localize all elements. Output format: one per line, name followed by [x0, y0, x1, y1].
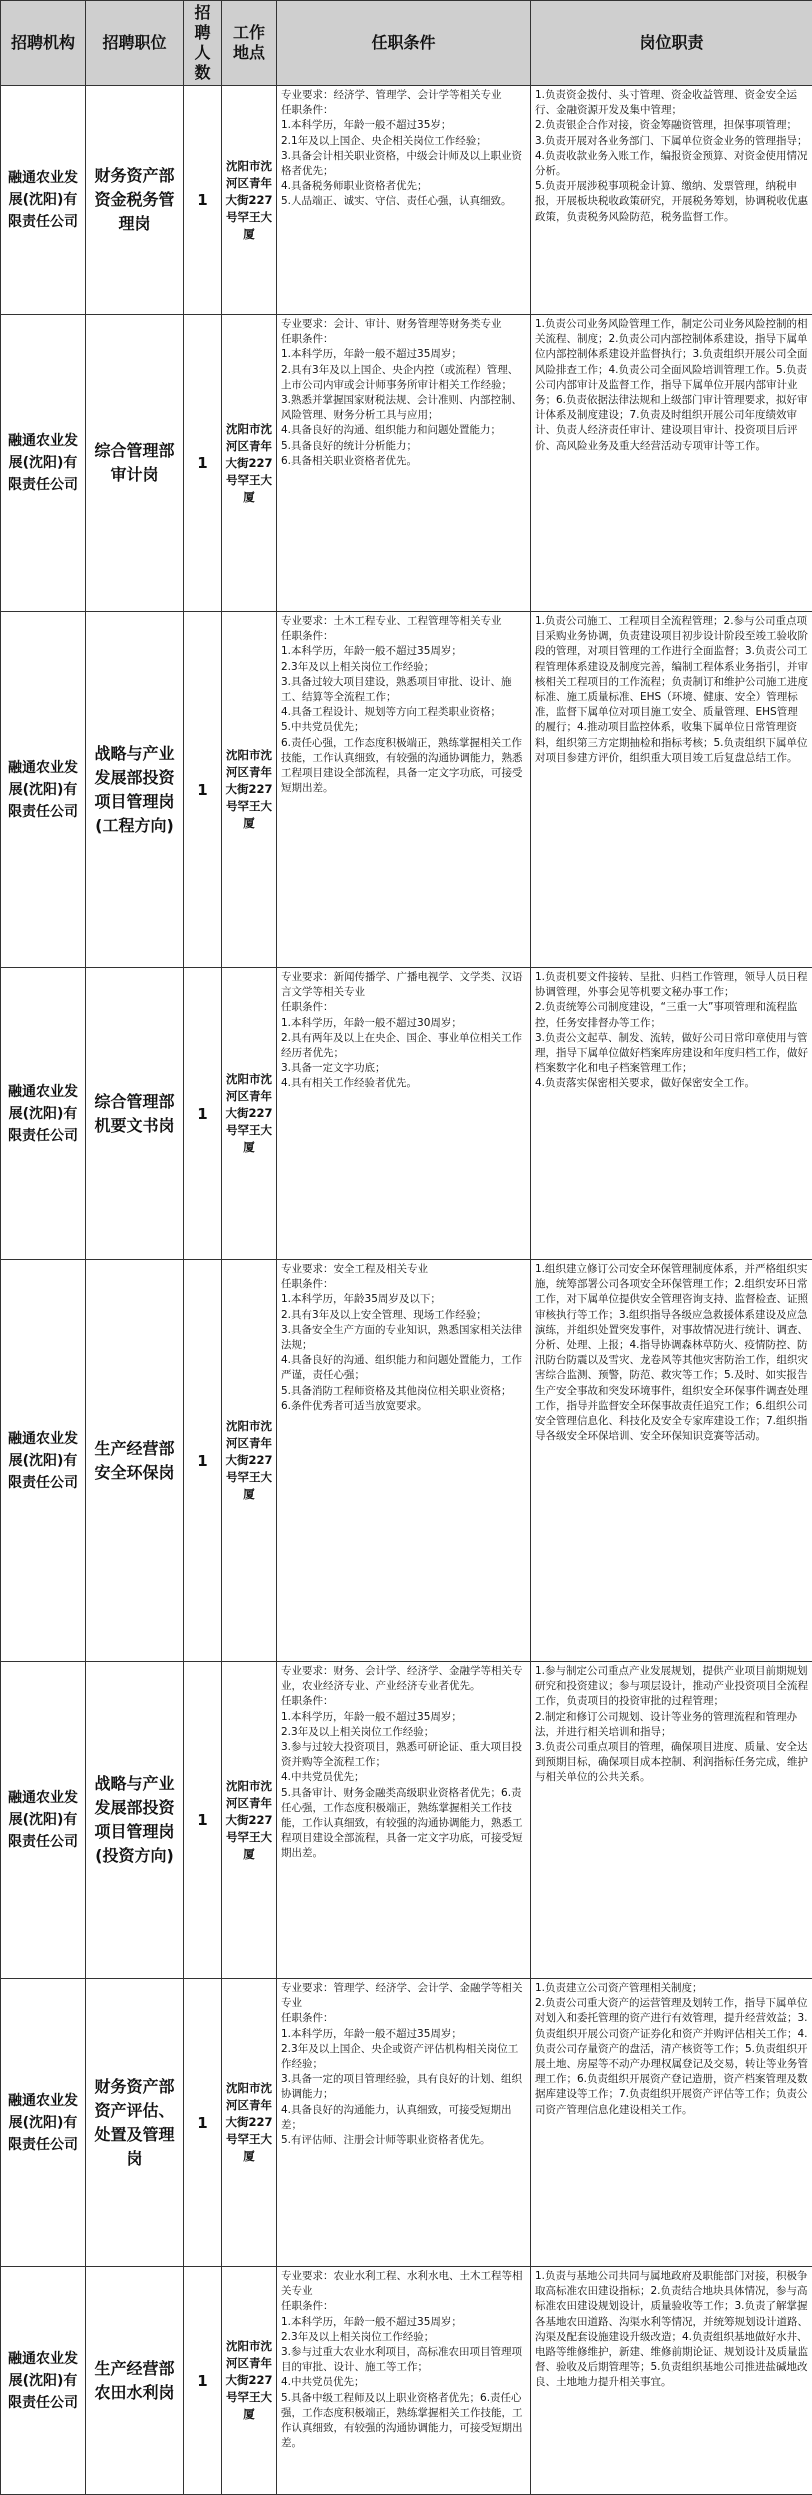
- duty-line: 3.负责开展对各业务部门、下属单位资金业务的管理指导；: [535, 134, 808, 149]
- requirement-line: 1.本科学历，年龄一般不超过30周岁；: [281, 1016, 526, 1031]
- requirement-line: 3.具备一定的项目管理经验，具有良好的计划、组织协调能力；: [281, 2072, 526, 2102]
- requirement-line: 2.3年及以上相关岗位工作经验；: [281, 2330, 526, 2345]
- requirement-line: 4.中共党员优先；: [281, 1770, 526, 1785]
- requirement-line: 专业要求：会计、审计、财务管理等财务类专业: [281, 317, 526, 332]
- requirement-line: 任职条件：: [281, 332, 526, 347]
- location-cell: 沈阳市沈河区青年大街227号罕王大厦: [222, 86, 277, 315]
- org-cell: 融通农业发展(沈阳)有限责任公司: [1, 315, 86, 612]
- requirement-line: 专业要求：土木工程专业、工程管理等相关专业: [281, 614, 526, 629]
- table-row: [1, 86, 812, 315]
- requirement-line: 6.责任心强，工作态度积极端正，熟练掌握相关工作技能，工作认真细致，有较强的沟通协调能力，熟悉工程项目建设全部流程，具备一定文字功底，可接受短期出差。: [281, 736, 526, 797]
- requirement-line: 任职条件：: [281, 629, 526, 644]
- duty-line: 1.参与制定公司重点产业发展规划，提供产业项目前期规划研究和投资建议；参与项层设计，推动产业投资项目全流程工作，负责项目的投资审批的过程管理；: [535, 1664, 808, 1710]
- requirement-line: 2.3年及以上相关岗位工作经验；: [281, 660, 526, 675]
- location-cell: 沈阳市沈河区青年大街227号罕王大厦: [222, 315, 277, 612]
- org-cell: 融通农业发展(沈阳)有限责任公司: [1, 1260, 86, 1662]
- org-cell: 融通农业发展(沈阳)有限责任公司: [1, 2267, 86, 2495]
- requirement-line: 1.本科学历，年龄一般不超过35周岁；: [281, 1710, 526, 1725]
- requirement-line: 6.条件优秀者可适当放宽要求。: [281, 1399, 526, 1414]
- position-cell: 综合管理部机要文书岗: [86, 968, 184, 1260]
- duties-cell: [531, 1260, 812, 1662]
- position-cell: 综合管理部审计岗: [86, 315, 184, 612]
- duties-cell: [531, 2267, 812, 2495]
- table-row: [1, 1979, 812, 2267]
- requirement-line: 专业要求：管理学、经济学、会计学、金融学等相关专业: [281, 1981, 526, 2011]
- duty-line: 1.负责公司施工、工程项目全流程管理；2.参与公司重点项目采购业务协调，负责建设项目初步设计阶段至竣工验收阶段的管理，对项目管理的工作进行全面监督；3.负责公司工程管理体系建设及制度完善，编制工程体系业务指引，并审核相关工程项目的工作流程；负责制订和维护公司施工进度标准、施工质量标准、EHS（环境、健康、安全）管理标准，监督下属单位对项目施工安全、质量管理、EHS管理的履行；4.推动项目监控体系，收集下属单位日常管理资料，组织第三方定期抽检和指标考核；5.负责组织下属单位对项目参建方评价，组织重大项目竣工后复盘总结工作。: [535, 614, 808, 766]
- requirements-cell: [277, 86, 531, 315]
- requirement-line: 任职条件：: [281, 2011, 526, 2026]
- location-cell: 沈阳市沈河区青年大街227号罕王大厦: [222, 2267, 277, 2495]
- duty-line: 1.负责机要文件接转、呈批、归档工作管理，领导人员日程协调管理，外事会见等机要文秘办事工作；: [535, 970, 808, 1000]
- header-duties: 岗位职责: [531, 1, 812, 86]
- requirement-line: 4.具备良好的沟通、组织能力和问题处置能力，工作严谨，责任心强；: [281, 1353, 526, 1383]
- requirement-line: 4.中共党员优先；: [281, 2375, 526, 2390]
- header-org: 招聘机构: [1, 1, 86, 86]
- requirement-line: 5.有评估师、注册会计师等职业资格者优先。: [281, 2133, 526, 2148]
- requirement-line: 专业要求：农业水利工程、水利水电、土木工程等相关专业: [281, 2269, 526, 2299]
- count-cell: 1: [184, 1260, 222, 1662]
- requirement-line: 2.具有两年及以上在央企、国企、事业单位相关工作经历者优先；: [281, 1031, 526, 1061]
- requirement-line: 1.本科学历，年龄一般不超过35岁；: [281, 118, 526, 133]
- duty-line: 4.负责落实保密相关要求，做好保密安全工作。: [535, 1076, 808, 1091]
- requirement-line: 5.具备中级工程师及以上职业资格者优先；6.责任心强，工作态度积极端正，熟练掌握相关工作技能，工作认真细致，有较强的沟通协调能力，可接受短期出差。: [281, 2391, 526, 2452]
- duty-line: 1.负责资金拨付、头寸管理、资金收益管理、资金安全运行、金融资源开发及集中管理；: [535, 88, 808, 118]
- requirement-line: 任职条件：: [281, 1000, 526, 1015]
- count-cell: 1: [184, 315, 222, 612]
- requirement-line: 4.具备工程设计、规划等方向工程类职业资格；: [281, 705, 526, 720]
- table-row: [1, 612, 812, 968]
- requirement-line: 1.本科学历，年龄一般不超过35周岁；: [281, 2027, 526, 2042]
- requirement-line: 专业要求：经济学、管理学、会计学等相关专业: [281, 88, 526, 103]
- requirement-line: 专业要求：新闻传播学、广播电视学、文学类、汉语言文学等相关专业: [281, 970, 526, 1000]
- location-cell: 沈阳市沈河区青年大街227号罕王大厦: [222, 968, 277, 1260]
- requirement-line: 1.本科学历，年龄一般不超过35周岁；: [281, 644, 526, 659]
- duty-line: 1.负责建立公司资产管理相关制度；: [535, 1981, 808, 1996]
- org-cell: 融通农业发展(沈阳)有限责任公司: [1, 1662, 86, 1979]
- requirement-line: 1.本科学历，年龄35周岁及以下；: [281, 1292, 526, 1307]
- requirement-line: 5.具备审计、财务金融类高级职业资格者优先；6.责任心强，工作态度积极端正，熟练掌握相关工作技能，工作认真细致，有较强的沟通协调能力，熟悉工程项目建设全部流程，具备一定文字功底，可接受短期出差。: [281, 1786, 526, 1862]
- requirement-line: 任职条件：: [281, 2299, 526, 2314]
- duties-cell: [531, 968, 812, 1260]
- count-cell: 1: [184, 612, 222, 968]
- duty-line: 1.组织建立修订公司安全环保管理制度体系，并严格组织实施，统筹部署公司各项安全环保管理工作；2.组织安环日常工作，对下属单位提供安全管理咨询支持、监督检查、证照审核执行等工作；3.组织指导各级应急救援体系建设及应急演练，并组织处置突发事件，对事故情况进行统计、调查、分析、处理、上报；4.指导协调森林草防火、疫情防控、防汛防台防震以及雪灾、龙卷风等其他灾害防治工作，组织灾害综合监测、预警，防范、救灾等工作；5.及时、如实报告生产安全事故和突发环境事件，组织安全环保事件调查处理工作，指导并监督安全环保事故责任追究工作；6.组织公司安全管理信息化、科技化及安全专家库建设工作；7.组织指导各级安全环保培训、安全环保知识竞赛等活动。: [535, 1262, 808, 1444]
- requirements-cell: [277, 1260, 531, 1662]
- position-cell: 战略与产业发展部投资项目管理岗(工程方向): [86, 612, 184, 968]
- header-position: 招聘职位: [86, 1, 184, 86]
- count-cell: 1: [184, 968, 222, 1260]
- requirement-line: 4.具备良好的沟通能力，认真细致，可接受短期出差；: [281, 2103, 526, 2133]
- duties-cell: [531, 86, 812, 315]
- duty-line: 5.负责开展涉税事项税金计算、缴纳、发票管理，纳税申报，开展板块税收政策研究，开展税务筹划，协调税收优惠政策，负责税务风险防范，税务监督工作。: [535, 179, 808, 225]
- count-cell: 1: [184, 1662, 222, 1979]
- requirement-line: 任职条件：: [281, 1277, 526, 1292]
- requirement-line: 4.具备税务师职业资格者优先；: [281, 179, 526, 194]
- duty-line: 1.负责与基地公司共同与属地政府及职能部门对接，积极争取高标准农田建设指标；2.负责结合地块具体情况，参与高标准农田建设规划设计，质量验收等工作；3.负责了解掌握各基地农田道路、沟渠水利等情况，并统筹规划设计道路、沟渠及配套设施建设升级改造；4.负责组织基地做好水井、电路等维修维护，新建、维修前期论证、规划设计及质量监督、验收及后期管理等；5.负责组织基地公司推进盐碱地改良、土地地力提升相关事宜。: [535, 2269, 808, 2391]
- table-row: [1, 315, 812, 612]
- requirement-line: 5.中共党员优先；: [281, 720, 526, 735]
- requirements-cell: [277, 1662, 531, 1979]
- duty-line: 3.负责公司重点项目的管理，确保项目进度、质量、安全达到预期目标，确保项目成本控制、利润指标任务完成，维护与相关单位的公共关系。: [535, 1740, 808, 1786]
- duty-line: 1.负责公司业务风险管理工作，制定公司业务风险控制的相关流程、制度；2.负责公司内部控制体系建设，指导下属单位内部控制体系建设并监督执行；3.负责组织开展公司全面风险排查工作；4.负责公司全面风险培训管理工作。5.负责公司内部审计及监督工作，指导下属单位开展内部审计业务；6.负责依据法律法规和上级部门审计管理要求，拟好审计体系及制度建设；7.负责及时组织开展公司年度绩效审计、负责人经济责任审计、建设项目审计、投资项目后评价、高风险业务及重大经营活动专项审计等工作。: [535, 317, 808, 454]
- location-cell: 沈阳市沈河区青年大街227号罕王大厦: [222, 612, 277, 968]
- requirement-line: 3.具备一定文字功底；: [281, 1061, 526, 1076]
- duty-line: 2.负责公司重大资产的运营管理及划转工作，指导下属单位对划入和委托管理的资产进行有效管理，提升经营效益；3.负责组织开展公司资产证券化和资产并购评估相关工作；4.负责公司存量资产的盘活，清产核资等工作；5.负责组织开展土地、房屋等不动产办理权属登记及交易，转让等业务管理工作；6.负责组织开展资产登记造册，资产档案管理及数据库建设等工作；7.负责组织开展资产评估等工作；负责公司资产管理信息化建设相关工作。: [535, 1996, 808, 2118]
- requirements-cell: [277, 968, 531, 1260]
- location-cell: 沈阳市沈河区青年大街227号罕王大厦: [222, 1260, 277, 1662]
- location-cell: 沈阳市沈河区青年大街227号罕王大厦: [222, 1662, 277, 1979]
- requirement-line: 3.具备会计相关职业资格，中级会计师及以上职业资格者优先；: [281, 149, 526, 179]
- duties-cell: [531, 1662, 812, 1979]
- table-row: [1, 2267, 812, 2495]
- duties-cell: [531, 612, 812, 968]
- requirement-line: 2.3年及以上相关岗位工作经验；: [281, 1725, 526, 1740]
- position-cell: 财务资产部资产评估、处置及管理岗: [86, 1979, 184, 2267]
- table-row: [1, 968, 812, 1260]
- position-cell: 财务资产部资金税务管理岗: [86, 86, 184, 315]
- header-location: 工作地点: [222, 1, 277, 86]
- header-requirements: 任职条件: [277, 1, 531, 86]
- org-cell: 融通农业发展(沈阳)有限责任公司: [1, 968, 86, 1260]
- count-cell: 1: [184, 1979, 222, 2267]
- org-cell: 融通农业发展(沈阳)有限责任公司: [1, 86, 86, 315]
- requirement-line: 4.具备良好的沟通、组织能力和问题处置能力；: [281, 423, 526, 438]
- requirement-line: 2.具有3年及以上国企、央企内控（或流程）管理、上市公司内审或会计师事务所审计相关工作经验；: [281, 363, 526, 393]
- requirements-cell: [277, 612, 531, 968]
- requirement-line: 专业要求：安全工程及相关专业: [281, 1262, 526, 1277]
- requirement-line: 任职条件：: [281, 103, 526, 118]
- location-cell: 沈阳市沈河区青年大街227号罕王大厦: [222, 1979, 277, 2267]
- position-cell: 生产经营部安全环保岗: [86, 1260, 184, 1662]
- duty-line: 2.制定和修订公司规划、设计等业务的管理流程和管理办法，并进行相关培训和指导；: [535, 1710, 808, 1740]
- requirement-line: 1.本科学历，年龄一般不超过35周岁；: [281, 347, 526, 362]
- position-cell: 战略与产业发展部投资项目管理岗(投资方向): [86, 1662, 184, 1979]
- duty-line: 4.负责收款业务入账工作，编报资金预算、对资金使用情况分析。: [535, 149, 808, 179]
- requirement-line: 3.参与过较大投资项目，熟悉可研论证、重大项目投资并购等全流程工作；: [281, 1740, 526, 1770]
- requirement-line: 任职条件：: [281, 1694, 526, 1709]
- requirement-line: 6.具备相关职业资格者优先。: [281, 454, 526, 469]
- table-body: [1, 86, 812, 2495]
- position-cell: 生产经营部农田水利岗: [86, 2267, 184, 2495]
- requirement-line: 2.3年及以上国企、央企或资产评估机构相关岗位工作经验；: [281, 2042, 526, 2072]
- duty-line: 2.负责统筹公司制度建设，“三重一大”事项管理和流程监控，任务安排督办等工作；: [535, 1000, 808, 1030]
- requirement-line: 2.1年及以上国企、央企相关岗位工作经验；: [281, 134, 526, 149]
- org-cell: 融通农业发展(沈阳)有限责任公司: [1, 1979, 86, 2267]
- requirement-line: 1.本科学历，年龄一般不超过35周岁；: [281, 2315, 526, 2330]
- requirement-line: 5.人品端正、诚实、守信、责任心强，认真细致。: [281, 194, 526, 209]
- count-cell: 1: [184, 86, 222, 315]
- requirement-line: 专业要求：财务、会计学、经济学、金融学等相关专业，农业经济专业、产业经济专业者优先。: [281, 1664, 526, 1694]
- table-row: [1, 1260, 812, 1662]
- requirement-line: 5.具备消防工程师资格及其他岗位相关职业资格；: [281, 1384, 526, 1399]
- duties-cell: [531, 315, 812, 612]
- requirements-cell: [277, 315, 531, 612]
- requirement-line: 3.熟悉并掌握国家财税法规、会计准则、内部控制、风险管理、财务分析工具与应用；: [281, 393, 526, 423]
- requirement-line: 3.参与过重大农业水利项目，高标准农田项目管理项目的审批、设计、施工等工作；: [281, 2345, 526, 2375]
- requirement-line: 2.具有3年及以上安全管理、现场工作经验；: [281, 1308, 526, 1323]
- requirement-line: 3.具备过较大项目建设，熟悉项目审批、设计、施工、结算等全流程工作；: [281, 675, 526, 705]
- table-row: [1, 1662, 812, 1979]
- count-cell: 1: [184, 2267, 222, 2495]
- org-cell: 融通农业发展(沈阳)有限责任公司: [1, 612, 86, 968]
- duties-cell: [531, 1979, 812, 2267]
- duty-line: 3.负责公文起草、制发、流转，做好公司日常印章使用与管理，指导下属单位做好档案库房建设和年度归档工作，做好档案数字化和电子档案管理工作；: [535, 1031, 808, 1077]
- requirement-line: 5.具备良好的统计分析能力；: [281, 439, 526, 454]
- duty-line: 2.负责银企合作对接，资金筹融资管理，担保事项管理；: [535, 118, 808, 133]
- header-row: [1, 1, 812, 86]
- requirements-cell: [277, 1979, 531, 2267]
- requirement-line: 4.具有相关工作经验者优先。: [281, 1076, 526, 1091]
- header-count: 招聘人数: [184, 1, 222, 86]
- requirements-cell: [277, 2267, 531, 2495]
- requirement-line: 3.具备安全生产方面的专业知识，熟悉国家相关法律法规；: [281, 1323, 526, 1353]
